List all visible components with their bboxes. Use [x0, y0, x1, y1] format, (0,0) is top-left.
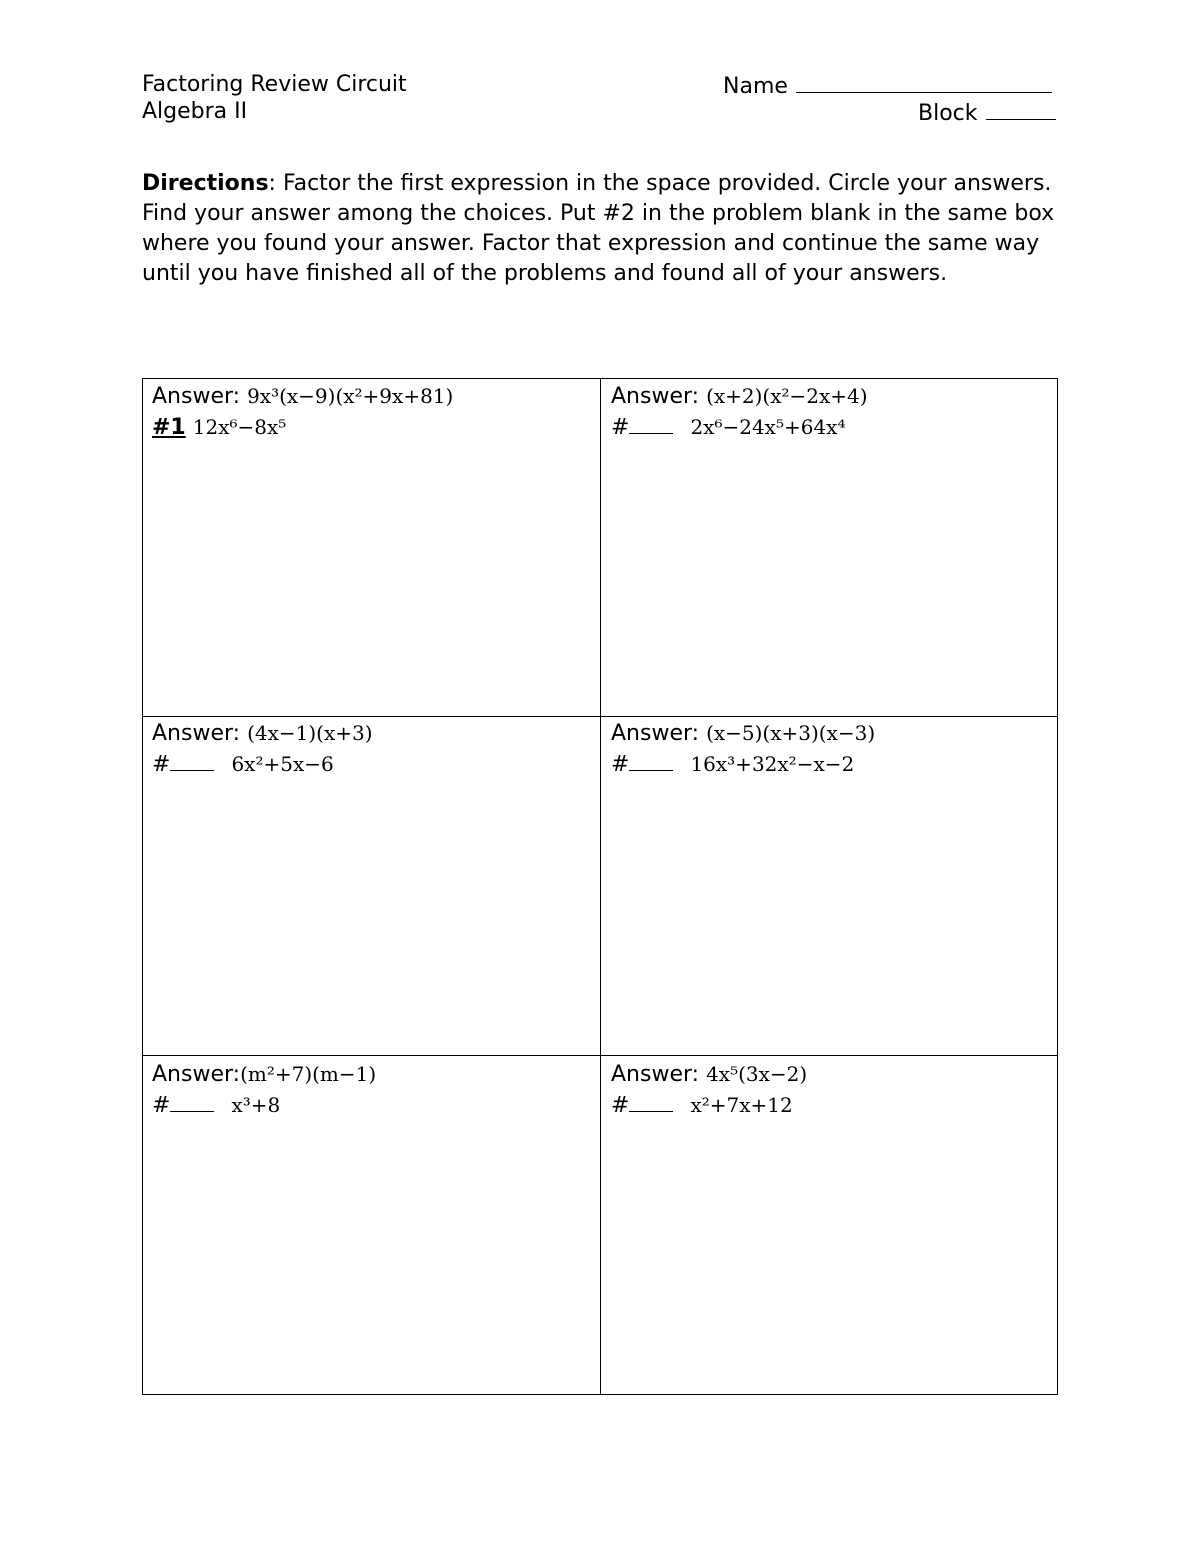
answer-expression: (4x−1)(x+3)	[247, 721, 373, 745]
problem-expression: 6x²+5x−6	[231, 752, 334, 776]
answer-expression: (m²+7)(m−1)	[240, 1062, 377, 1086]
directions-label: Directions	[142, 171, 269, 196]
problem-number-label: #	[152, 752, 171, 777]
circuit-box-1[interactable]	[152, 381, 592, 443]
problem-number-label: #	[611, 1093, 630, 1118]
name-blank[interactable]	[796, 72, 1052, 93]
problem-line	[152, 1090, 592, 1121]
block-blank[interactable]	[986, 99, 1056, 120]
answer-label: Answer:	[611, 1062, 700, 1087]
name-field[interactable]	[723, 72, 1052, 100]
problem-line	[611, 749, 1051, 780]
problem-expression: x³+8	[231, 1093, 281, 1117]
answer-line	[152, 1059, 592, 1090]
problem-number-blank[interactable]	[629, 752, 673, 771]
name-label: Name	[723, 74, 788, 99]
answer-expression: (x−5)(x+3)(x−3)	[706, 721, 876, 745]
answer-line	[611, 381, 1051, 412]
grid-column-divider	[600, 378, 601, 1395]
problem-number-blank[interactable]	[170, 1093, 214, 1112]
answer-expression: 9x³(x−9)(x²+9x+81)	[247, 384, 454, 408]
problem-line	[152, 412, 592, 443]
problem-line	[611, 1090, 1051, 1121]
circuit-box-6[interactable]	[611, 1059, 1051, 1121]
circuit-box-5[interactable]	[152, 1059, 592, 1121]
answer-expression: 4x⁵(3x−2)	[706, 1062, 808, 1086]
problem-expression: 16x³+32x²−x−2	[690, 752, 855, 776]
circuit-box-2[interactable]	[611, 381, 1051, 443]
answer-label: Answer:	[611, 721, 700, 746]
worksheet-title: Factoring Review Circuit	[142, 72, 407, 97]
problem-number-label: #	[611, 752, 630, 777]
problem-number: #1	[152, 415, 186, 440]
problem-number-label: #	[152, 1093, 171, 1118]
answer-label: Answer:	[611, 384, 700, 409]
answer-line	[611, 1059, 1051, 1090]
answer-line	[152, 381, 592, 412]
grid-row-divider-2	[142, 1055, 1058, 1056]
answer-label: Answer:	[152, 721, 241, 746]
problem-number-blank[interactable]	[170, 752, 214, 771]
circuit-box-4[interactable]	[611, 718, 1051, 780]
problem-expression: 12x⁶−8x⁵	[192, 415, 287, 439]
directions-paragraph	[142, 169, 1082, 289]
course-name: Algebra II	[142, 99, 248, 124]
problem-line	[611, 412, 1051, 443]
problem-expression: 2x⁶−24x⁵+64x⁴	[690, 415, 846, 439]
answer-label: Answer:	[152, 1062, 241, 1087]
answer-label: Answer:	[152, 384, 241, 409]
problem-number-blank[interactable]	[629, 1093, 673, 1112]
problem-line	[152, 749, 592, 780]
block-field[interactable]	[918, 99, 1056, 127]
problem-number-blank[interactable]	[629, 415, 673, 434]
answer-line	[611, 718, 1051, 749]
answer-expression: (x+2)(x²−2x+4)	[706, 384, 868, 408]
problem-expression: x²+7x+12	[690, 1093, 793, 1117]
answer-line	[152, 718, 592, 749]
directions-text: : Factor the first expression in the space provided. Circle your answers. Find your answer among the choices. Put #2 in the problem blank in the same box where you found your answer. Factor that expression and continue the same way until you have finished all of the problems and found all of your answers.	[142, 171, 1055, 286]
grid-row-divider-1	[142, 716, 1058, 717]
problem-number-label: #	[611, 415, 630, 440]
block-label: Block	[918, 101, 978, 126]
circuit-box-3[interactable]	[152, 718, 592, 780]
